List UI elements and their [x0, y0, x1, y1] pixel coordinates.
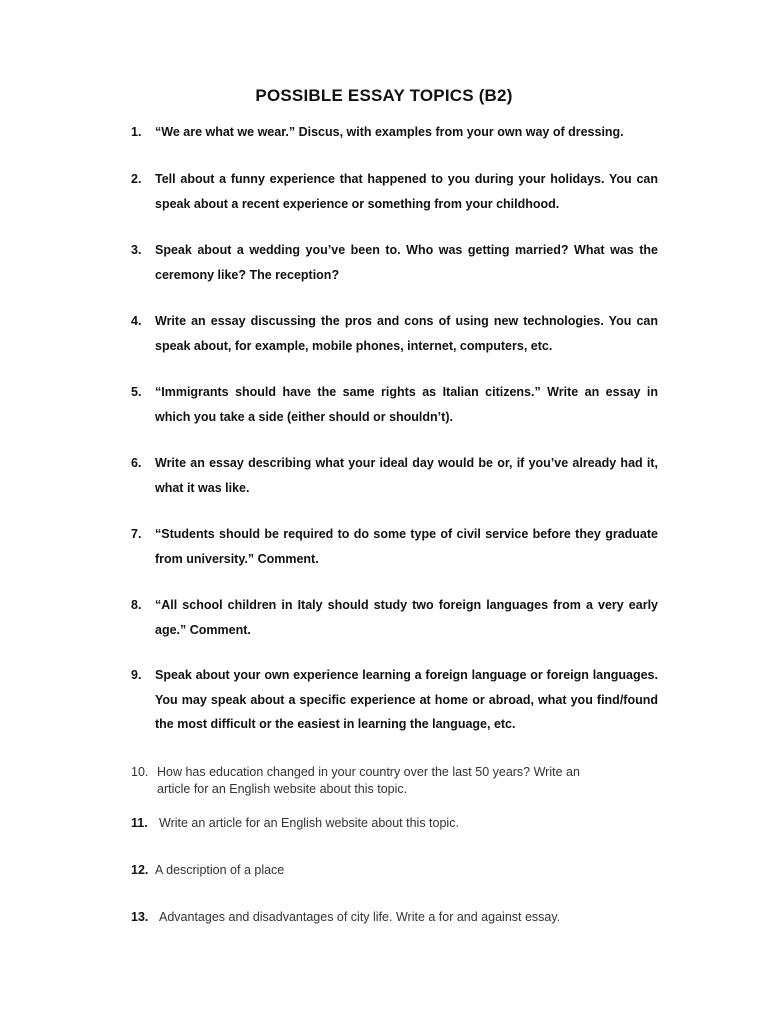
- list-item: [131, 120, 658, 145]
- list-item: [131, 815, 658, 832]
- item-text: Speak about a wedding you’ve been to. Who was getting married? What was the ceremony like? The reception?: [155, 243, 658, 282]
- item-text: A description of a place: [155, 863, 285, 877]
- list-item: [131, 593, 658, 642]
- list-item: [131, 909, 658, 926]
- list-item: [131, 522, 658, 571]
- item-text: How has education changed in your country over the last 50 years? Write an article for an English website about this topic.: [157, 765, 580, 796]
- item-number: 7.: [131, 527, 142, 541]
- list-item: [131, 380, 658, 429]
- item-number: 9.: [131, 668, 142, 682]
- list-item: [131, 451, 658, 500]
- item-text: Speak about your own experience learning a foreign language or foreign languages. You may speak about a specific experience at home or abroad, what you find/found the most difficult or the easiest in learning the language, etc.: [155, 668, 658, 731]
- item-number: 2.: [131, 172, 142, 186]
- list-item: [131, 238, 658, 287]
- item-text: Write an essay discussing the pros and cons of using new technologies. You can speak about, for example, mobile phones, internet, computers, etc.: [155, 314, 658, 353]
- item-number: 12.: [131, 863, 149, 877]
- item-number: 13.: [131, 910, 149, 924]
- list-item: [131, 663, 658, 737]
- item-number: 8.: [131, 598, 142, 612]
- item-number: 11.: [131, 816, 148, 830]
- page-title: POSSIBLE ESSAY TOPICS (B2): [255, 86, 513, 105]
- item-text: Write an article for an English website about this topic.: [159, 816, 459, 830]
- item-number: 1.: [131, 125, 142, 139]
- item-number: 6.: [131, 456, 142, 470]
- list-item: [131, 167, 658, 216]
- list-item: [131, 862, 658, 879]
- item-text: Write an essay describing what your ideal day would be or, if you’ve already had it, what it was like.: [155, 456, 658, 495]
- item-text: “Immigrants should have the same rights as Italian citizens.” Write an essay in which you take a side (either should or shouldn’t).: [155, 385, 658, 424]
- list-item: [131, 764, 601, 798]
- item-number: 10.: [131, 765, 149, 779]
- item-text: Advantages and disadvantages of city life. Write a for and against essay.: [159, 910, 561, 924]
- item-text: “Students should be required to do some type of civil service before they graduate from university.” Comment.: [155, 527, 658, 566]
- item-number: 5.: [131, 385, 142, 399]
- item-number: 4.: [131, 314, 142, 328]
- item-number: 3.: [131, 243, 142, 257]
- item-text: “We are what we wear.” Discus, with examples from your own way of dressing.: [155, 125, 624, 139]
- item-text: “All school children in Italy should study two foreign languages from a very early age.” Comment.: [155, 598, 658, 637]
- list-item: [131, 309, 658, 358]
- item-text: Tell about a funny experience that happened to you during your holidays. You can speak about a recent experience or something from your childhood.: [155, 172, 658, 211]
